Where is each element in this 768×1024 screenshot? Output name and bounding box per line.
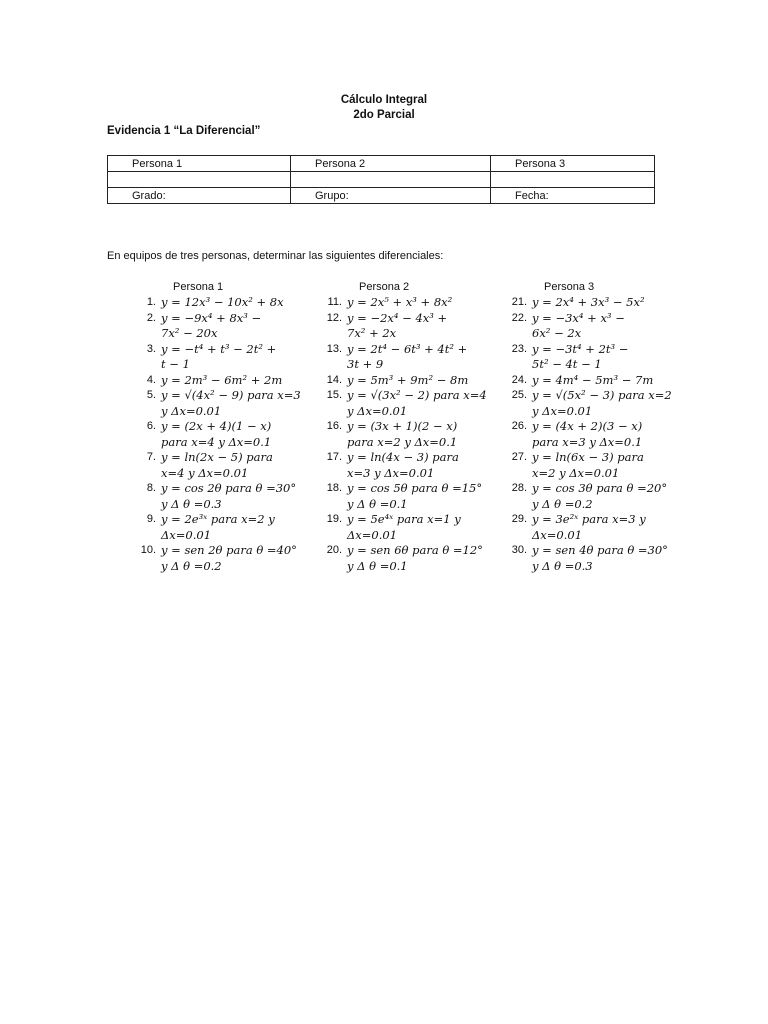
exercise-number: 5. [146,389,156,401]
exercise-expression: y = 2m³ − 6m² + 2m [161,372,283,387]
exercise-number: 3. [146,342,156,355]
document-subtitle: 2do Parcial [353,109,415,121]
exercise-expression: y = cos 3θ para θ =20° y Δ θ =0.2 [532,481,668,511]
exercise-expression: y = 2x⁴ + 3x³ − 5x² [532,295,645,309]
exercise-expression: y = √(3x² − 2) para x=4 y Δx=0.01 [347,388,487,418]
grado-cell: Grado: [108,188,291,204]
table-row [108,156,655,172]
exercise-expression: y = 2e³ˣ para x=2 y Δx=0.01 [161,512,275,542]
list-item [306,342,506,373]
exercise-expression: y = −9x⁴ + 8x³ − 7x² − 20x [161,310,262,340]
list-item [120,388,320,419]
persona-1-header: Persona 1 [108,156,291,172]
exercise-number: 25. [511,389,527,401]
persona-3-column [491,280,691,574]
exercise-expression: y = 3e²ˣ para x=3 y Δx=0.01 [532,512,646,542]
exercise-number: 16. [326,420,342,432]
list-item [120,512,320,543]
exercise-expression: y = 2x⁵ + x³ + 8x² [347,295,453,309]
persona-2-column [306,280,506,574]
table-row [108,188,655,204]
exercise-expression: y = ln(4x − 3) para x=3 y Δx=0.01 [347,450,459,480]
exercise-number: 7. [146,451,156,463]
exercise-expression: y = ln(2x − 5) para x=4 y Δx=0.01 [161,450,273,480]
exercise-expression: y = ln(6x − 3) para x=2 y Δx=0.01 [532,450,644,480]
exercise-expression: y = 4m⁴ − 5m³ − 7m [532,372,654,387]
list-item [491,481,691,512]
list-item [491,450,691,481]
list-item [306,311,506,342]
fecha-cell: Fecha: [491,188,655,204]
exercise-number: 24. [511,373,527,386]
exercise-number: 14. [326,373,342,386]
exercise-number: 17. [326,451,342,463]
list-item [306,450,506,481]
exercise-number: 18. [326,482,342,494]
exercise-number: 4. [146,373,156,386]
list-item [306,373,506,389]
list-item [120,481,320,512]
list-item [120,543,320,574]
table-row [108,172,655,188]
exercise-expression: y = sen 6θ para θ =12° y Δ θ =0.1 [347,543,483,573]
exercise-number: 27. [511,451,527,463]
list-item [306,543,506,574]
exercise-list [306,295,506,574]
exercise-number: 29. [511,513,527,525]
exercise-number: 30. [511,544,527,556]
exercise-list [491,295,691,574]
exercise-number: 1. [146,296,156,308]
exercise-number: 12. [326,311,342,324]
persona-2-name-cell[interactable] [291,172,491,188]
exercise-expression: y = −3x⁴ + x³ − 6x² − 2x [532,310,625,340]
exercise-expression: y = −t⁴ + t³ − 2t² + t − 1 [161,341,277,371]
column-heading: Persona 3 [544,281,595,293]
list-item [491,419,691,450]
column-heading: Persona 2 [359,281,410,293]
exercise-number: 13. [326,342,342,355]
exercise-number: 26. [511,420,527,432]
list-item [306,512,506,543]
exercise-number: 21. [511,296,527,308]
exercise-expression: y = 5e⁴ˣ para x=1 y Δx=0.01 [347,512,461,542]
column-heading: Persona 1 [173,281,224,293]
exercise-number: 8. [146,482,156,494]
list-item [491,543,691,574]
exercise-number: 28. [511,482,527,494]
exercise-number: 2. [146,311,156,324]
exercise-expression: y = 2t⁴ − 6t³ + 4t² + 3t + 9 [347,341,468,371]
persona-3-header: Persona 3 [491,156,655,172]
exercise-expression: y = sen 2θ para θ =40° y Δ θ =0.2 [161,543,297,573]
list-item [306,481,506,512]
exercise-expression: y = (4x + 2)(3 − x) para x=3 y Δx=0.1 [532,419,643,449]
exercise-number: 20. [326,544,342,556]
exercise-number: 6. [146,420,156,432]
persona-1-name-cell[interactable] [108,172,291,188]
exercise-number: 9. [146,513,156,525]
grupo-cell: Grupo: [291,188,491,204]
exercise-expression: y = sen 4θ para θ =30° y Δ θ =0.3 [532,543,668,573]
evidencia-heading: Evidencia 1 “La Diferencial” [107,125,261,137]
list-item [306,388,506,419]
list-item [491,311,691,342]
exercise-number: 22. [511,311,527,324]
list-item [306,295,506,311]
student-info-table [107,155,655,204]
list-item [120,450,320,481]
exercise-expression: y = √(4x² − 9) para x=3 y Δx=0.01 [161,388,301,418]
exercise-number: 15. [326,389,342,401]
exercise-expression: y = 12x³ − 10x² + 8x [161,295,284,309]
list-item [120,342,320,373]
exercise-list [120,295,320,574]
list-item [120,311,320,342]
exercise-number: 23. [511,342,527,355]
persona-2-header: Persona 2 [291,156,491,172]
exercise-number: 11. [327,296,342,308]
exercise-number: 19. [326,513,342,525]
list-item [306,419,506,450]
exercise-number: 10. [140,544,156,556]
instructions-text: En equipos de tres personas, determinar las siguientes diferenciales: [107,250,444,262]
list-item [491,295,691,311]
list-item [491,512,691,543]
list-item [120,295,320,311]
list-item [491,342,691,373]
document-title: Cálculo Integral [340,94,428,106]
persona-1-column [120,280,320,574]
exercise-expression: y = −3t⁴ + 2t³ − 5t² − 4t − 1 [532,341,629,371]
persona-3-name-cell[interactable] [491,172,655,188]
exercise-expression: y = cos 5θ para θ =15° y Δ θ =0.1 [347,481,483,511]
exercise-expression: y = −2x⁴ − 4x³ + 7x² + 2x [347,310,448,340]
list-item [491,373,691,389]
exercise-expression: y = (3x + 1)(2 − x) para x=2 y Δx=0.1 [347,419,458,449]
exercise-expression: y = √(5x² − 3) para x=2 y Δx=0.01 [532,388,672,418]
list-item [491,388,691,419]
exercise-expression: y = 5m³ + 9m² − 8m [347,372,469,387]
list-item [120,419,320,450]
exercise-expression: y = cos 2θ para θ =30° y Δ θ =0.3 [161,481,297,511]
list-item [120,373,320,389]
exercise-expression: y = (2x + 4)(1 − x) para x=4 y Δx=0.1 [161,419,272,449]
